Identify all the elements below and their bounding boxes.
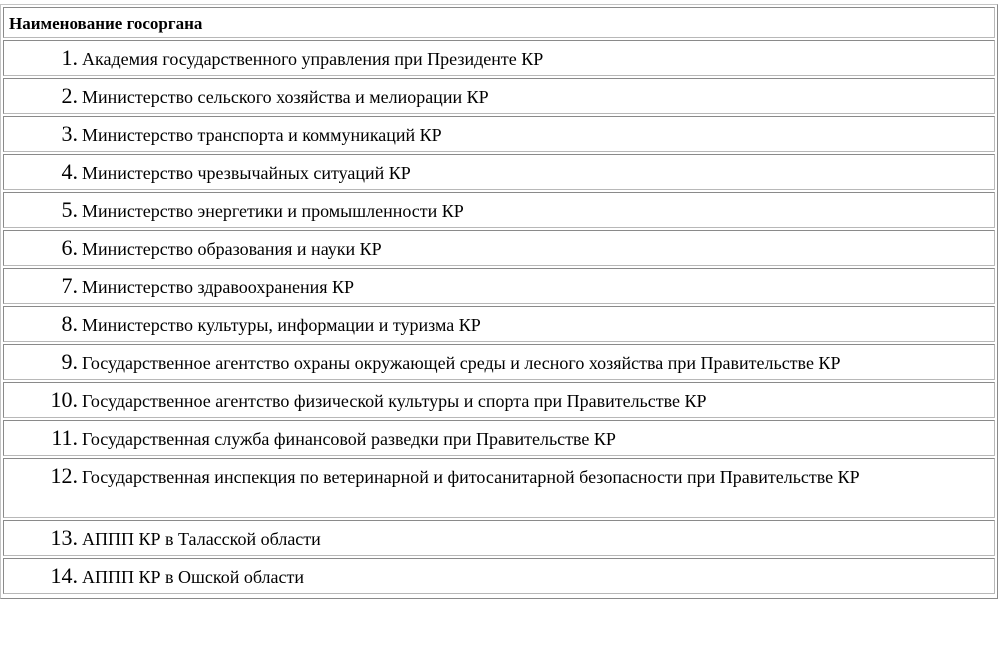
agency-name: Министерство энергетики и промышленности КР [82,201,464,221]
agency-name: Министерство чрезвычайных ситуаций КР [82,163,411,183]
table-row [3,382,995,418]
table-header: Наименование госоргана [3,7,995,38]
table-row [3,230,995,266]
agency-name: Министерство сельского хозяйства и мелиорации КР [82,87,489,107]
row-number: 2. [61,83,78,108]
row-number: 7. [61,273,78,298]
agency-name: Министерство здравоохранения КР [82,277,355,297]
agency-name: Государственное агентство физической культуры и спорта при Правительстве КР [82,391,707,411]
row-number: 4. [61,159,78,184]
table-row [3,78,995,114]
row-number: 10. [50,387,78,412]
agency-name: Министерство транспорта и коммуникаций КР [82,125,442,145]
row-number: 6. [61,235,78,260]
agency-name: Государственная служба финансовой разведки при Правительстве КР [82,429,616,449]
agency-name: АППП КР в Таласской области [82,529,321,549]
table-row [3,420,995,456]
table-row [3,520,995,556]
table-row [3,306,995,342]
agencies-table [0,4,998,599]
agency-name: Министерство культуры, информации и туризма КР [82,315,481,335]
row-number: 12. [50,463,78,488]
agency-name: Государственное агентство охраны окружающей среды и лесного хозяйства при Правительстве КР [82,353,841,373]
table-row [3,458,995,518]
row-number: 5. [61,197,78,222]
table-row [3,558,995,594]
table-row [3,192,995,228]
row-number: 11. [51,425,78,450]
agency-name: Государственная инспекция по ветеринарной и фитосанитарной безопасности при Правительстве КР [82,467,860,487]
row-number: 1. [61,45,78,70]
table-row [3,40,995,76]
row-number: 14. [50,563,78,588]
row-number: 9. [61,349,78,374]
row-number: 3. [61,121,78,146]
table-row [3,154,995,190]
row-number: 13. [50,525,78,550]
table-row [3,116,995,152]
agency-name: АППП КР в Ошской области [82,567,304,587]
agency-name: Министерство образования и науки КР [82,239,382,259]
row-number: 8. [61,311,78,336]
agency-name: Академия государственного управления при Президенте КР [82,49,544,69]
table-row [3,344,995,380]
table-row [3,268,995,304]
